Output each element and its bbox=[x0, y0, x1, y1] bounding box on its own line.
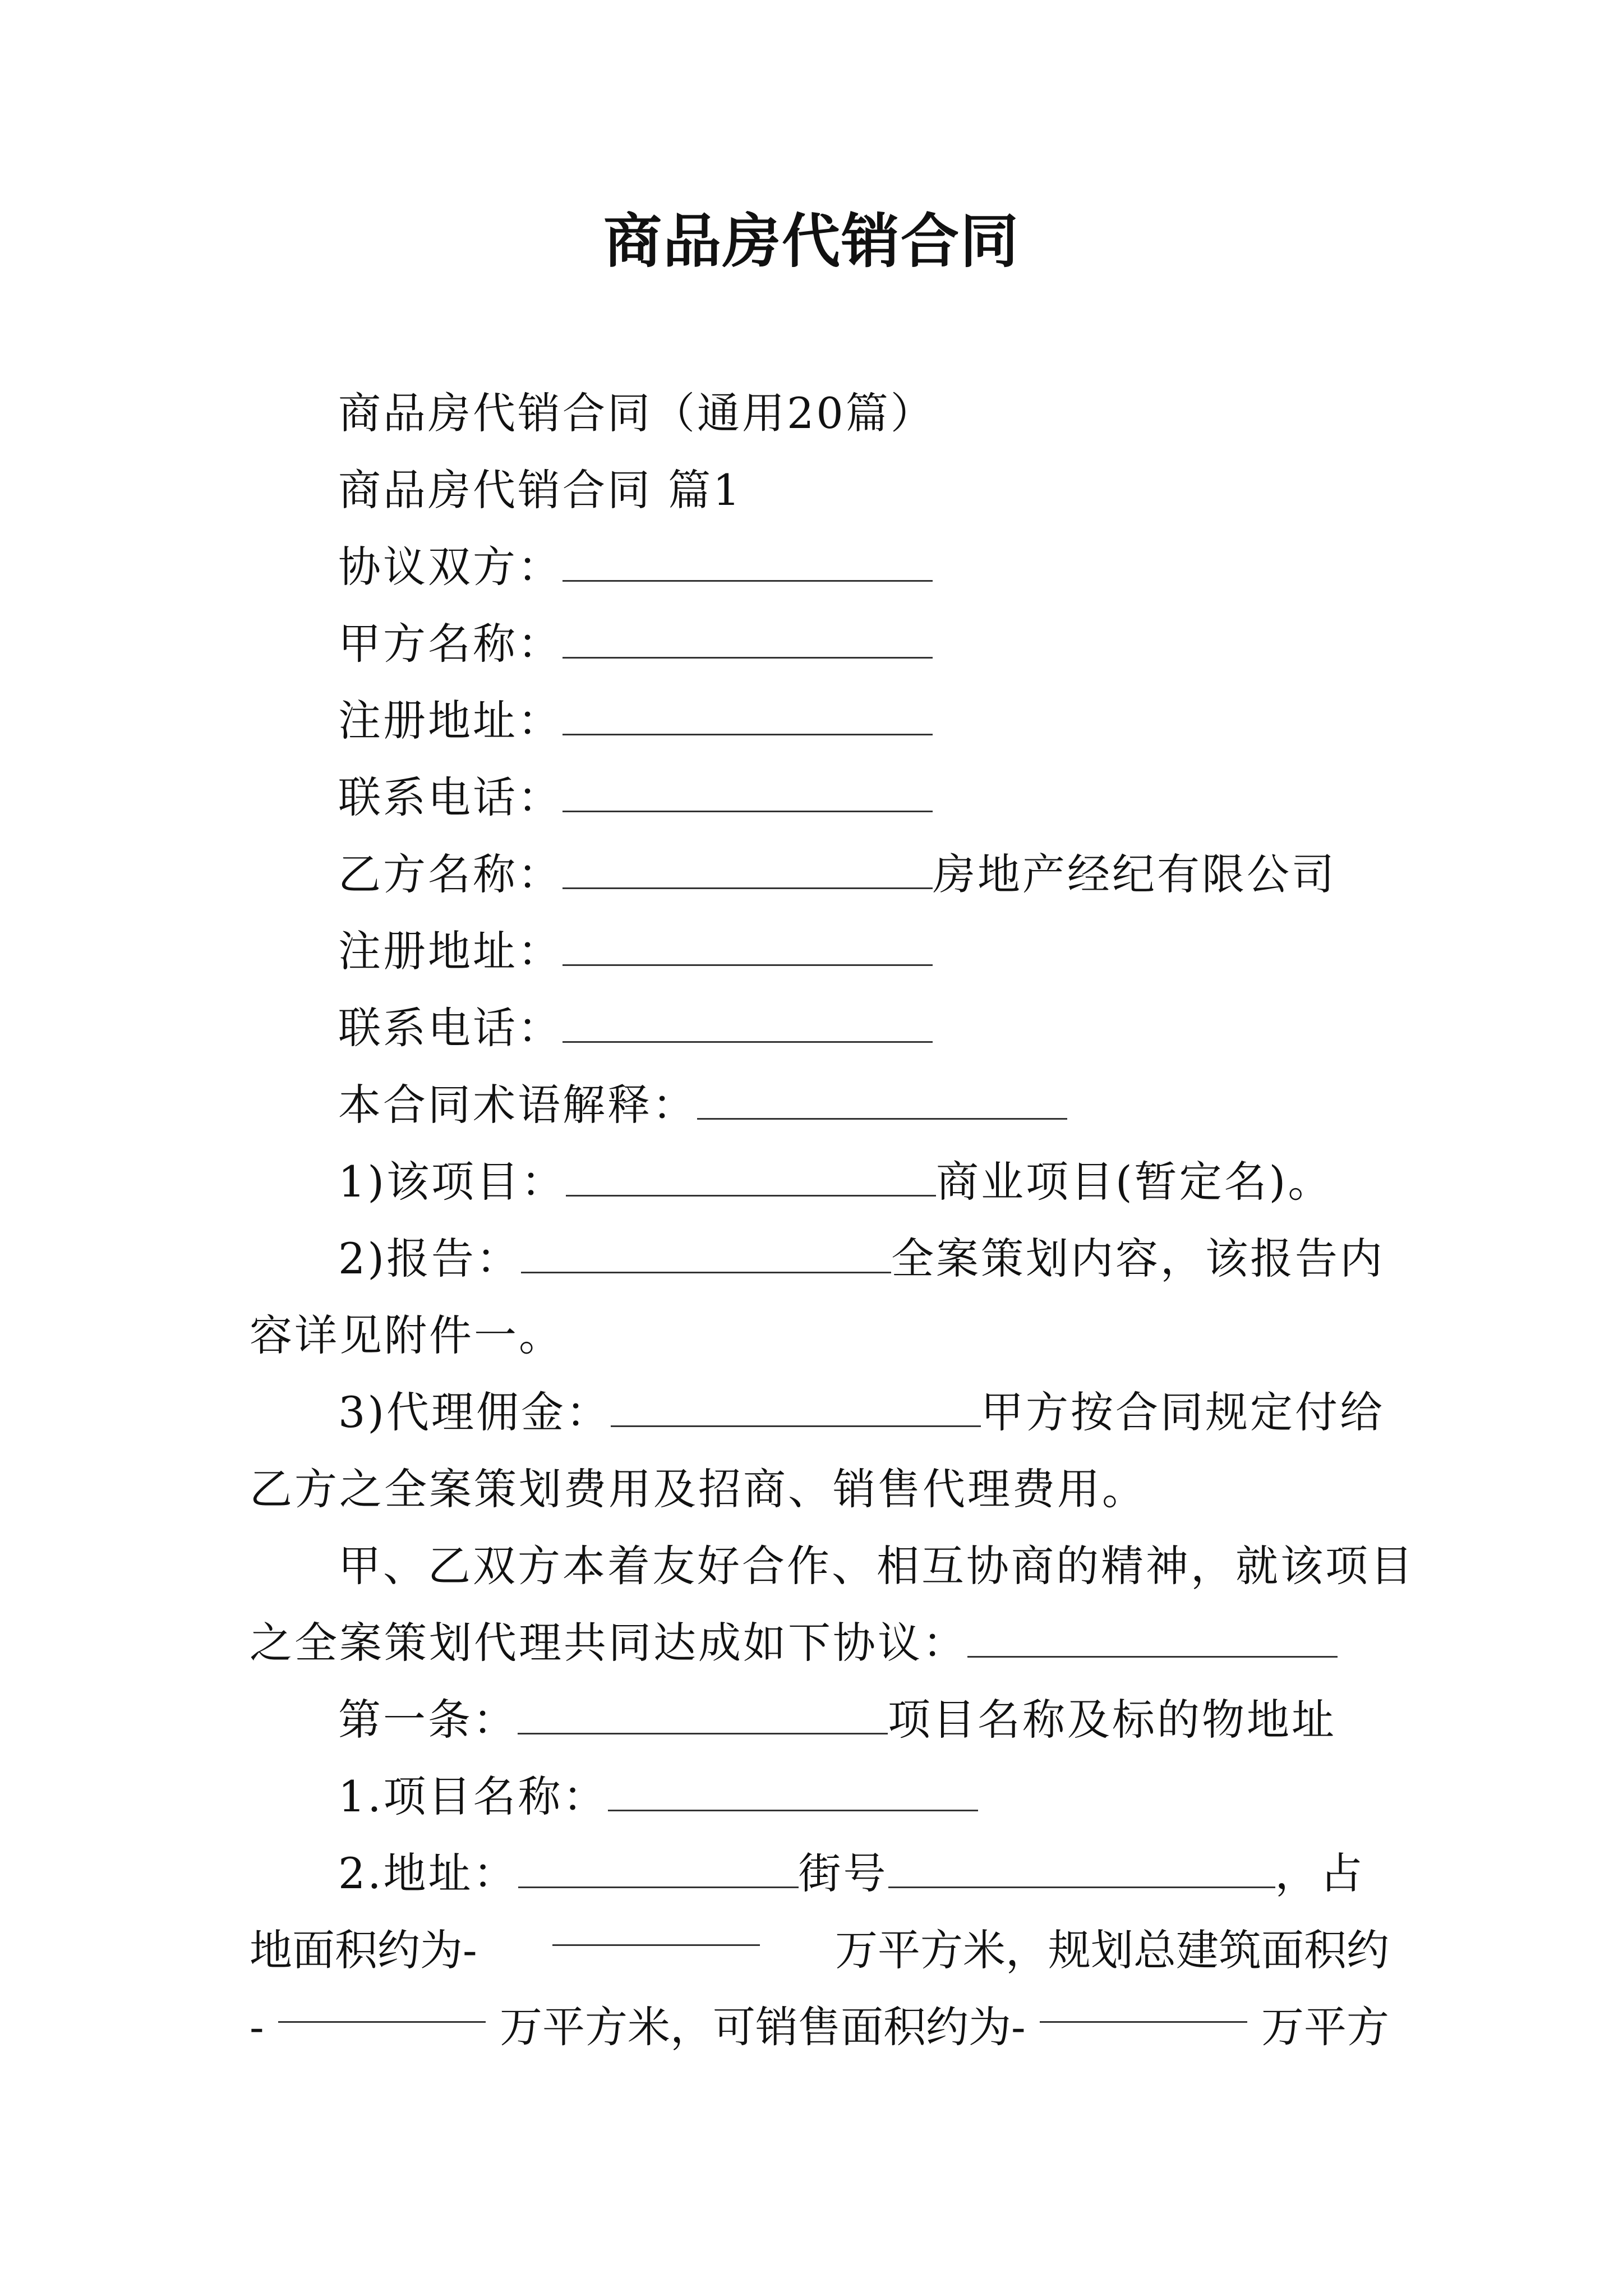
term-item-3-blank[interactable] bbox=[611, 1393, 981, 1427]
party-b-name-blank[interactable] bbox=[562, 855, 933, 889]
land-area-line bbox=[250, 1912, 1389, 1989]
sale-area-blank[interactable] bbox=[1040, 1989, 1247, 2023]
party-a-phone-line bbox=[250, 759, 1389, 836]
article-1-heading bbox=[250, 1681, 1389, 1758]
preamble-line-2 bbox=[250, 1604, 1389, 1681]
party-a-phone-label: 联系电话： bbox=[338, 772, 562, 822]
preamble-line-2-text: 之全案策划代理共同达成如下协议： bbox=[250, 1618, 967, 1668]
term-item-1 bbox=[250, 1143, 1389, 1220]
term-item-2-blank[interactable] bbox=[521, 1239, 891, 1273]
street-blank[interactable] bbox=[518, 1854, 799, 1888]
party-b-phone-blank[interactable] bbox=[562, 1009, 933, 1043]
term-item-2-label: 2)报告： bbox=[338, 1234, 522, 1283]
terms-heading-line bbox=[250, 1066, 1389, 1143]
party-a-name-line bbox=[250, 605, 1389, 682]
term-item-2-text: 全案策划内容，该报告内 bbox=[891, 1234, 1385, 1283]
article-1-title: 项目名称及标的物地址 bbox=[888, 1695, 1336, 1745]
term-item-2-continued: 容详见附件一。 bbox=[250, 1310, 564, 1360]
street-number-label: 街号 bbox=[798, 1848, 888, 1898]
party-b-address-line bbox=[250, 913, 1389, 990]
address-comma: ，占 bbox=[1275, 1848, 1365, 1898]
article-1-label: 第一条： bbox=[338, 1695, 518, 1745]
party-b-phone-label: 联系电话： bbox=[338, 1003, 562, 1053]
document-title: 商品房代销合同 bbox=[603, 207, 1020, 275]
party-a-address-line bbox=[250, 682, 1389, 759]
party-a-address-label: 注册地址： bbox=[338, 696, 562, 746]
term-item-1-text: 商业项目(暂定名)。 bbox=[936, 1157, 1333, 1207]
street-number-blank[interactable] bbox=[888, 1854, 1275, 1888]
project-address-line bbox=[250, 1835, 1389, 1912]
document-body bbox=[250, 375, 1415, 2065]
project-address-label: 2.地址： bbox=[338, 1848, 518, 1898]
term-item-3-text: 甲方按合同规定付给 bbox=[981, 1387, 1385, 1437]
party-a-name-blank[interactable] bbox=[562, 624, 933, 659]
subtitle: 商品房代销合同（通用20篇） bbox=[338, 388, 935, 438]
term-item-3 bbox=[250, 1374, 1389, 1451]
party-b-name-label: 乙方名称： bbox=[338, 849, 562, 899]
terms-heading-blank[interactable] bbox=[697, 1085, 1067, 1120]
term-item-3-label: 3)代理佣金： bbox=[338, 1387, 611, 1437]
sale-area-unit: 万平方 bbox=[1261, 2002, 1389, 2052]
building-area-label: 万平方米，规划总建筑面积约 bbox=[835, 1925, 1389, 1975]
party-b-address-blank[interactable] bbox=[562, 932, 933, 966]
project-name-line bbox=[250, 1758, 1389, 1835]
project-name-blank[interactable] bbox=[608, 1777, 978, 1811]
preamble-blank[interactable] bbox=[967, 1623, 1338, 1658]
party-b-phone-line bbox=[250, 990, 1389, 1066]
building-area-prefix: - bbox=[250, 2002, 264, 2052]
sale-area-line bbox=[250, 1989, 1389, 2065]
preamble-line-1: 甲、乙双方本着友好合作、相互协商的精神，就该项目 bbox=[338, 1541, 1415, 1591]
party-b-name-line bbox=[250, 836, 1389, 913]
article-1-blank[interactable] bbox=[518, 1700, 888, 1734]
building-area-blank[interactable] bbox=[278, 1989, 486, 2023]
party-a-phone-blank[interactable] bbox=[562, 778, 933, 812]
terms-heading: 本合同术语解释： bbox=[338, 1080, 697, 1130]
land-area-blank[interactable] bbox=[552, 1912, 760, 1946]
party-a-name-label: 甲方名称： bbox=[338, 619, 562, 669]
sale-area-label: 万平方米，可销售面积约为- bbox=[500, 2002, 1026, 2052]
agreement-parties-label: 协议双方： bbox=[338, 542, 562, 592]
land-area-label: 地面积约为- bbox=[250, 1925, 477, 1975]
party-b-address-label: 注册地址： bbox=[338, 926, 562, 976]
section-heading: 商品房代销合同 篇1 bbox=[338, 465, 743, 515]
party-a-address-blank[interactable] bbox=[562, 701, 933, 735]
term-item-1-blank[interactable] bbox=[566, 1162, 936, 1197]
party-b-name-suffix: 房地产经纪有限公司 bbox=[933, 849, 1336, 899]
agreement-parties-line bbox=[250, 528, 1389, 605]
agreement-parties-blank[interactable] bbox=[562, 547, 933, 582]
term-item-3-continued: 乙方之全案策划费用及招商、销售代理费用。 bbox=[250, 1464, 1147, 1514]
term-item-1-label: 1)该项目： bbox=[338, 1157, 566, 1207]
term-item-2 bbox=[250, 1220, 1389, 1297]
project-name-label: 1.项目名称： bbox=[338, 1772, 608, 1821]
